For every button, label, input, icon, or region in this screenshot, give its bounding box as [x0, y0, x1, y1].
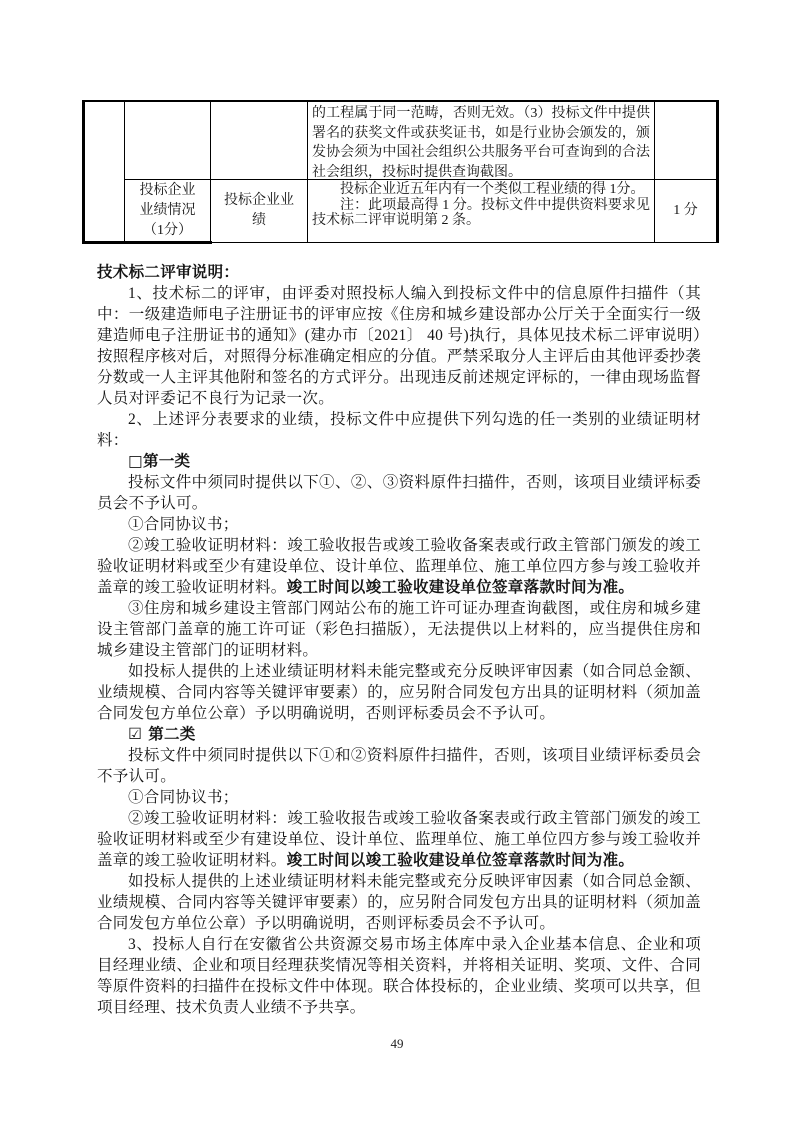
table-cell-criterion: 投标企业业绩情况（1分） [125, 180, 211, 242]
table-cell-continuation-text: 的工程属于同一范畴，否则无效。（3）投标文件中提供署名的获奖文件或获奖证书，如是行业协会颁发的，颁发协会须为中国社会组织公共服务平台可查询到的合法社会组织，投标时提供查询截图。 [308, 102, 655, 180]
category-1-label: 第一类 [142, 453, 191, 470]
checkbox-unchecked-icon: □ [128, 452, 143, 470]
category-2-completion-item [97, 808, 701, 871]
category-1-requirement: 投标文件中须同时提供以下①、②、③资料原件扫描件，否则，该项目业绩评标委员会不予认可。 [97, 474, 701, 512]
table-cell-empty-criterion [125, 102, 211, 180]
completion-text: ②竣工验收证明材料：竣工验收报告或竣工验收备案表或行政主管部门颁发的竣工验收证明材料或至少有建设单位、设计单位、监理单位、施工单位四方参与竣工验收并盖章的竣工验收证明材料。 [97, 810, 701, 869]
category-1-heading [97, 451, 701, 472]
table-cell-subitem: 投标企业业绩 [211, 180, 308, 242]
page-number: 49 [390, 1036, 404, 1051]
table-cell-standard [308, 180, 655, 242]
explanation-section [97, 262, 701, 1018]
table-thick-border-segment [82, 241, 212, 244]
checkbox-checked-icon: ☑ [128, 725, 143, 743]
category-1-contract-item: ①合同协议书； [128, 516, 239, 533]
clause-1: 1、技术标二的评审，由评委对照投标人编入到投标文件中的信息原件扫描件（其中：一级建造师电子注册证书的评审应按《住房和城乡建设部办公厅关于全面实行一级建造师电子注册证书的通知》(建办市〔2021〕 40 号)执行，具体见技术标二评审说明）按照程序核对后，对照得分标准确定相应的分值。严禁采取分人主评后由其他评委抄袭分数或一人主评其他附和签名的方式评分。出现违反前述规定评标的，一律由现场监督人员对评委记不良行为记录一次。 [97, 285, 701, 407]
table-cell-empty-score [655, 102, 716, 180]
category-1-permit-item: ③住房和城乡建设主管部门网站公布的施工许可证办理查询截图，或住房和城乡建设主管部门盖章的施工许可证（彩色扫描版），无法提供以上材料的，应当提供住房和城乡建设主管部门的证明材料。 [97, 600, 701, 659]
table-cell-score: 1 分 [673, 203, 698, 218]
category-2-contract-item: ①合同协议书； [128, 789, 239, 806]
clause-2-intro: 2、上述评分表要求的业绩，投标文件中应提供下列勾选的任一类别的业绩证明材料： [97, 411, 701, 449]
category-1-completion-item [97, 535, 701, 598]
standard-paragraph-2: 注：此项最高得 1 分。投标文件中提供资料要求见技术标二评审说明第 2 条。 [312, 197, 650, 228]
completion-bold-note: 竣工时间以竣工验收建设单位签章落款时间为准。 [286, 579, 635, 596]
category-1-supplement: 如投标人提供的上述业绩证明材料未能完整或充分反映评审因素（如合同总金额、业绩规模、合同内容等关键评审要素）的，应另附合同发包方出具的证明材料（须加盖合同发包方单位公章）予以明确说明，否则评标委员会不予认可。 [97, 663, 701, 722]
category-2-supplement: 如投标人提供的上述业绩证明材料未能完整或充分反映评审因素（如合同总金额、业绩规模、合同内容等关键评审要素）的，应另附合同发包方出具的证明材料（须加盖合同发包方单位公章）予以明确说明，否则评标委员会不予认可。 [97, 873, 701, 932]
evaluation-table [82, 100, 719, 243]
category-2-label: 第二类 [148, 726, 196, 743]
section-heading: 技术标二评审说明： [97, 264, 240, 281]
completion-bold-note: 竣工时间以竣工验收建设单位签章落款时间为准。 [286, 852, 635, 869]
standard-paragraph-1: 投标企业近五年内有一个类似工程业绩的得 1分。 [340, 182, 645, 197]
category-2-heading [97, 724, 701, 745]
category-2-requirement: 投标文件中须同时提供以下①和②资料原件扫描件，否则，该项目业绩评标委员会不予认可。 [97, 747, 701, 785]
table-cell-merged-empty [85, 102, 125, 242]
clause-3: 3、投标人自行在安徽省公共资源交易市场主体库中录入企业基本信息、企业和项目经理业绩、企业和项目经理获奖情况等相关资料，并将相关证明、奖项、文件、合同等原件资料的扫描件在投标文件中体现。联合体投标的，企业业绩、奖项可以共享，但项目经理、技术负责人业绩不予共享。 [97, 936, 701, 1016]
completion-text: ②竣工验收证明材料：竣工验收报告或竣工验收备案表或行政主管部门颁发的竣工验收证明材料或至少有建设单位、设计单位、监理单位、施工单位四方参与竣工验收并盖章的竣工验收证明材料。 [97, 537, 701, 596]
table-cell-empty-subitem [211, 102, 308, 180]
